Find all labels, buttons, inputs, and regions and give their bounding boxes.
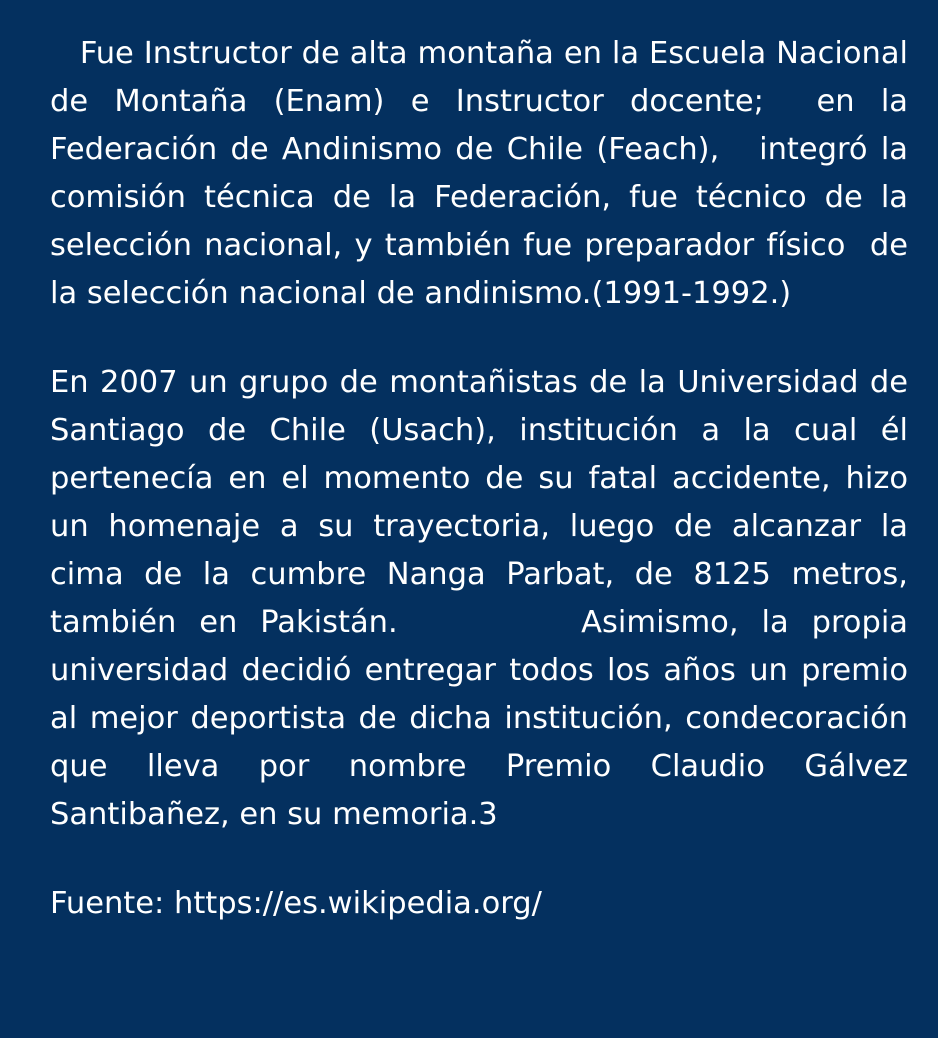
paragraph-instructor-career: Fue Instructor de alta montaña en la Escuela Nacional de Montaña (Enam) e Instructor docente; en la Federación de Andinismo de Chile (Feach), integró la comisión técnica de la Federación, fue técnico de la selección nacional, y también fue preparador físico de la selección nacional de andinismo.(1991-1992.) — [50, 36, 918, 311]
paragraph-usach-homage: En 2007 un grupo de montañistas de la Universidad de Santiago de Chile (Usach), institución a la cual él pertenecía en el momento de su fatal accidente, hizo un homenaje a su trayectoria, luego de alcanzar la cima de la cumbre Nanga Parbat, de 8125 metros, también en Pakistán. Asimismo, la propia universidad decidió entregar todos los años un premio al mejor deportista de dicha institución, condecoración que lleva por nombre Premio Claudio Gálvez Santibañez, en su memoria.3 — [50, 365, 918, 832]
source-citation: Fuente: https://es.wikipedia.org/ — [50, 886, 542, 921]
